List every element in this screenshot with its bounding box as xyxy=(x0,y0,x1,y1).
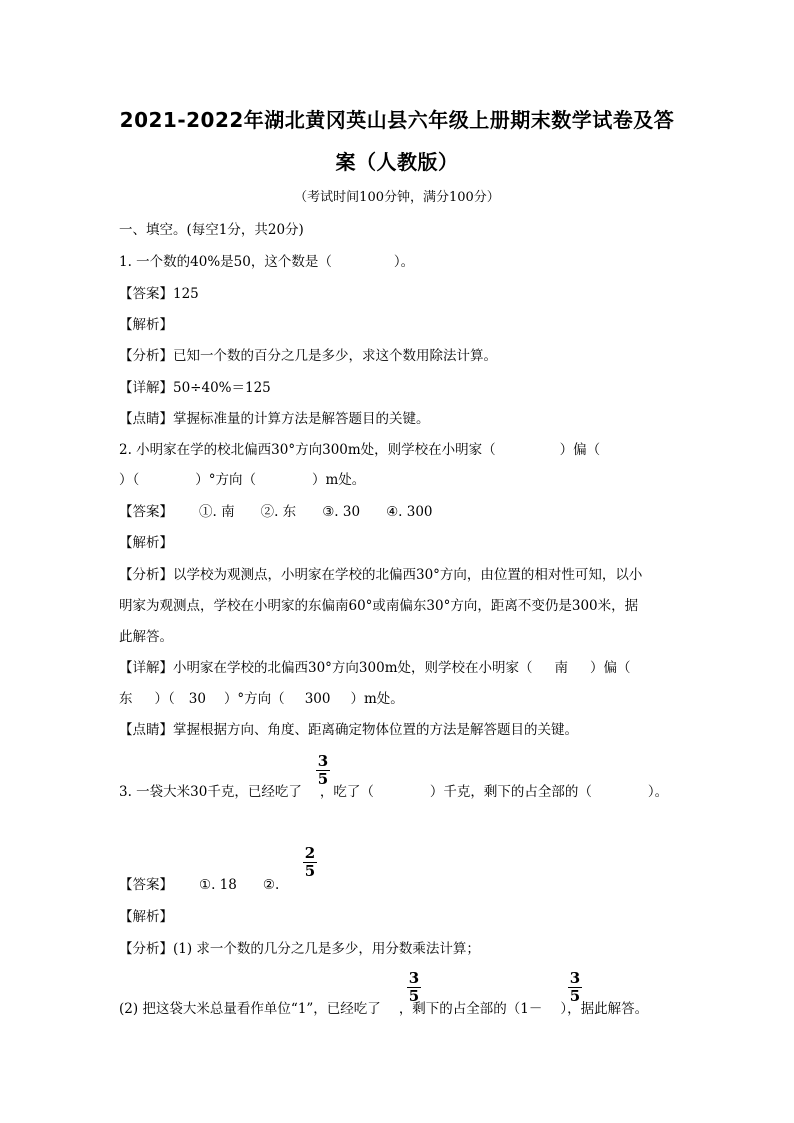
fenxi-text: ），据此解答。 xyxy=(560,1001,649,1017)
q1-dianjing xyxy=(119,407,430,427)
question-text: ，吃了（ xyxy=(319,784,374,800)
answer-tag: 【答案】 xyxy=(119,286,173,302)
question-text: 3. 一袋大米30千克，已经吃了 xyxy=(119,784,302,800)
fraction-numerator: 3 xyxy=(569,969,581,987)
dianjing-text: 掌握标准量的计算方法是解答题目的关键。 xyxy=(173,411,430,427)
question-text: ）千克，剩下的占全部的（ xyxy=(429,784,592,800)
xiangjie-text: ）偏（ xyxy=(590,660,631,676)
q1-xiangjie xyxy=(119,376,271,396)
fenxi-tag: 【分析】 xyxy=(119,941,173,957)
fraction-denominator: 5 xyxy=(569,987,581,1005)
exam-info: （考试时间100分钟，满分100分） xyxy=(294,190,500,205)
page-title-line1: 2021-2022年湖北黄冈英山县六年级上册期末数学试卷及答 xyxy=(119,108,675,132)
fenxi-text: 以学校为观测点，小明家在学校的北偏西30°方向，由位置的相对性可知，以小 xyxy=(173,567,643,583)
q2-xiangjie-cont xyxy=(119,687,404,707)
question-2 xyxy=(119,438,600,458)
xiangjie-value: 南 xyxy=(554,660,568,676)
answer-tag: 【答案】 xyxy=(119,504,173,520)
q2-xiangjie xyxy=(119,656,631,676)
xiangjie-text: ）（ xyxy=(154,691,175,707)
xiangjie-value: 300 xyxy=(304,691,331,707)
q1-fenxi xyxy=(119,344,497,364)
xiangjie-value: 东 xyxy=(119,691,133,707)
question-3 xyxy=(119,780,668,800)
dianjing-text: 掌握根据方向、角度、距离确定物体位置的方法是解答题目的关键。 xyxy=(173,722,578,738)
xiangjie-tag: 【详解】 xyxy=(119,660,173,676)
fenxi-tag: 【分析】 xyxy=(119,348,173,364)
question-2-cont xyxy=(119,468,365,488)
fraction xyxy=(303,846,317,879)
q3-answer xyxy=(119,873,279,893)
xiangjie-text: ）m处。 xyxy=(350,691,404,707)
q1-answer xyxy=(119,282,199,302)
fenxi-text: ，剩下的占全部的（1－ xyxy=(398,1001,543,1017)
question-text: ）°方向（ xyxy=(195,472,256,488)
dianjing-tag: 【点睛】 xyxy=(119,411,173,427)
fraction-denominator: 5 xyxy=(408,987,420,1005)
fenxi-text: (2) 把这袋大米总量看作单位“1”，已经吃了 xyxy=(119,1001,381,1017)
answer-value: ①. 18 xyxy=(199,877,237,893)
answer-tag: 【答案】 xyxy=(119,877,173,893)
answer-value: ②. 东 xyxy=(260,504,297,520)
q3-fenxi-line2 xyxy=(119,997,648,1017)
question-text: ）（ xyxy=(119,472,140,488)
q1-analysis-heading: 【解析】 xyxy=(119,317,173,333)
q3-fenxi xyxy=(119,937,480,957)
question-text: 2. 小明家在学的校北偏西30°方向300m处，则学校在小明家（ xyxy=(119,442,496,458)
page-title-line2: 案（人教版） xyxy=(335,150,459,174)
xiangjie-tag: 【详解】 xyxy=(119,380,173,396)
question-text: ）。 xyxy=(393,254,415,270)
question-text: ）m处。 xyxy=(312,472,366,488)
answer-value: ④. 300 xyxy=(386,504,433,520)
answer-value: ③. 30 xyxy=(322,504,361,520)
fraction-numerator: 3 xyxy=(317,752,329,770)
q2-analysis-heading: 【解析】 xyxy=(119,535,173,551)
xiangjie-value: 30 xyxy=(188,691,206,707)
fraction-numerator: 3 xyxy=(408,969,420,987)
answer-value: 125 xyxy=(173,286,199,302)
question-text: ）偏（ xyxy=(559,442,601,458)
fenxi-tag: 【分析】 xyxy=(119,567,173,583)
fraction-numerator: 2 xyxy=(304,844,316,862)
q2-fenxi-line3: 此解答。 xyxy=(119,629,173,645)
q3-analysis-heading: 【解析】 xyxy=(119,909,173,925)
answer-value: ①. 南 xyxy=(199,504,235,520)
question-text: 1. 一个数的40%是50，这个数是（ xyxy=(119,254,332,270)
fraction-denominator: 5 xyxy=(304,862,316,880)
dianjing-tag: 【点睛】 xyxy=(119,722,173,738)
section-heading: 一、填空。(每空1分，共20分) xyxy=(119,222,304,238)
q2-fenxi xyxy=(119,563,642,583)
question-text: ）。 xyxy=(647,784,669,800)
q2-dianjing xyxy=(119,718,578,738)
question-1 xyxy=(119,250,414,270)
q2-fenxi-line2: 明家为观测点，学校在小明家的东偏南60°或南偏东30°方向，距离不变仍是300米，据 xyxy=(119,598,639,614)
q2-answer xyxy=(119,500,433,520)
fenxi-text: (1) 求一个数的几分之几是多少，用分数乘法计算； xyxy=(173,941,480,957)
xiangjie-text: ）°方向（ xyxy=(223,691,285,707)
answer-value: ②. xyxy=(262,877,280,893)
fraction-denominator: 5 xyxy=(317,770,329,788)
xiangjie-text: 50÷40%＝125 xyxy=(173,380,271,396)
fenxi-text: 已知一个数的百分之几是多少，求这个数用除法计算。 xyxy=(173,348,497,364)
xiangjie-text: 小明家在学校的北偏西30°方向300m处，则学校在小明家（ xyxy=(173,660,533,676)
